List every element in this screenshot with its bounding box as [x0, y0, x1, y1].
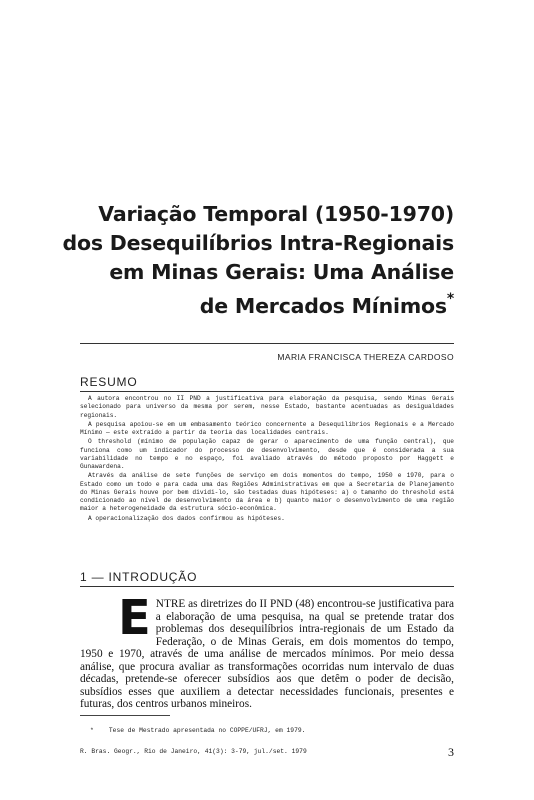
footnote-text: Tese de Mestrado apresentada no COPPE/UFRJ, em 1979. [108, 727, 306, 734]
page-number: 3 [448, 745, 454, 759]
footnote-mark: * [90, 727, 94, 734]
resumo-rule [80, 391, 454, 392]
drop-cap: E [118, 590, 151, 646]
resumo-paragraph: A pesquisa apoiou-se em um embasamento teórico concernente a Desequilíbrios Regionais e a Mercado Mínimo — este extraído a partir da teoria das localidades centrais. [80, 420, 454, 436]
introducao-body [80, 590, 454, 711]
title-line: dos Desequilíbrios Intra-Regionais [62, 231, 454, 255]
resumo-heading: RESUMO [80, 375, 138, 389]
title-footnote-mark: * [446, 291, 454, 307]
resumo-paragraph: Através da análise de sete funções de serviço em dois momentos do tempo, 1950 e 1970, para o Estado como um todo e para cada uma das Regiões Administrativas em que a Secretaria de Planejamento do Minas Gerais houve por bem dividi-lo, são testadas duas hipóteses: a) o tamanho do threshold está condicionado ao nível de desenvolvimento da área e b) quanto maior o desenvolvimento de uma região maior a heterogeneidade da estrutura sócio-econômica. [80, 472, 454, 513]
resumo-body [80, 395, 454, 524]
title-line [34, 287, 454, 321]
article-title [34, 200, 454, 321]
introducao-text: NTRE as diretrizes do II PND (48) encontrou-se justificativa para a elaboração de uma pesquisa, na qual se pretende tratar dos problemas dos desequilíbrios intra-regionais de um Estado da Federação, o de Minas Gerais, em dois momentos do tempo, 1950 e 1970, através de uma análise de mercados mínimos. Por meio dessa análise, que procura avaliar as transformações ocorridas num intervalo de duas décadas, pretende-se oferecer subsídios aos que detêm o poder de decisão, subsídios esses que auxiliem a detectar necessidades funcionais, presentes e futuras, dos centros urbanos mineiros. [80, 598, 454, 710]
introducao-heading: 1 — INTRODUÇÃO [80, 570, 198, 584]
title-line: em Minas Gerais: Uma Análise [109, 260, 454, 284]
title-line: Variação Temporal (1950-1970) [98, 202, 454, 226]
resumo-paragraph: A operacionalização dos dados confirmou as hipóteses. [88, 514, 285, 522]
resumo-paragraph: O threshold (mínimo de população capaz de gerar o aparecimento de uma função central), que funciona como um indicador do processo de desenvolvimento, desde que é considerada a sua variabilidade no tempo e no espaço, foi avaliado através do método proposto por Haggett e Gunawardena. [80, 438, 454, 470]
author-name: MARIA FRANCISCA THEREZA CARDOSO [277, 352, 454, 362]
title-rule [80, 343, 454, 344]
journal-citation: R. Bras. Geogr., Rio de Janeiro, 41(3): 3-79, jul./set. 1979 [80, 748, 307, 755]
footnote [90, 727, 305, 734]
introducao-rule [80, 586, 454, 587]
resumo-paragraph: A autora encontrou no II PND a justificativa para elaboração da pesquisa, sendo Minas Gerais selecionado para universo da mesma por serem, nesse Estado, bastante acentuadas as desigualdades regionais. [80, 395, 454, 419]
footnote-rule [80, 715, 170, 716]
title-line-text: de Mercados Mínimos [199, 293, 447, 318]
